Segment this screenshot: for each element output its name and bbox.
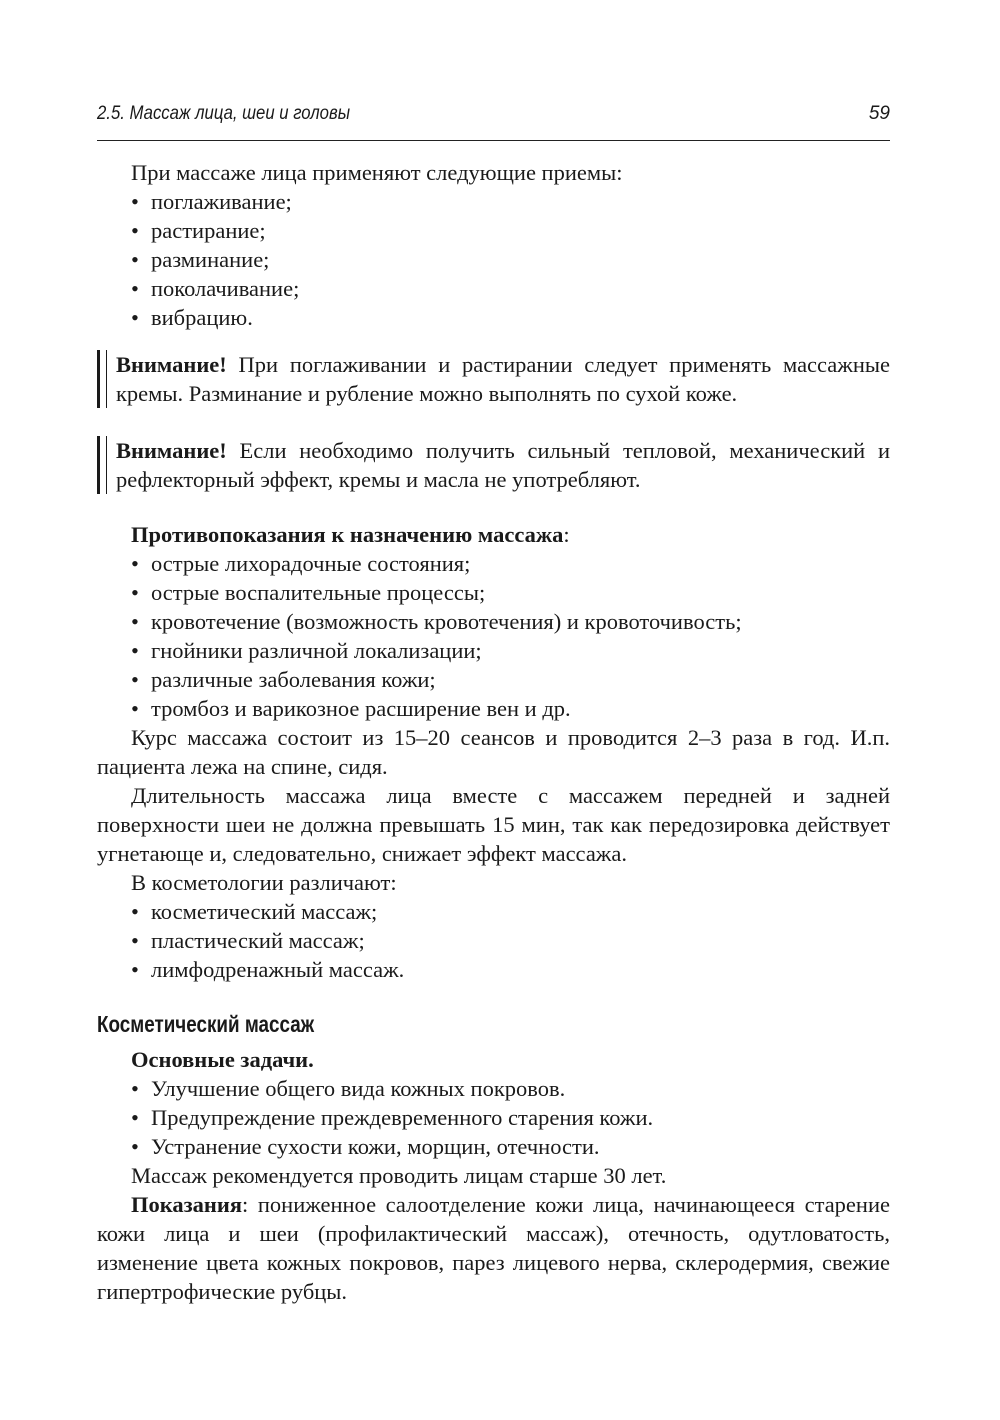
bullet-icon: • (131, 899, 139, 924)
intro-paragraph: При массаже лица применяют следующие приемы: (131, 160, 623, 185)
duration-paragraph: Длительность массажа лица вместе с массажем передней и задней поверхности шеи не должна превышать 15 мин, так как передозировка действует угнетающе и, следовательно, снижает эффект массажа. (97, 783, 890, 866)
running-head-title: 2.5. Массаж лица, шеи и головы (97, 103, 350, 124)
page-body (97, 158, 890, 1306)
list-item: • Предупреждение преждевременного старения кожи. (131, 1105, 654, 1130)
note-bar (97, 350, 107, 408)
bullet-icon: • (131, 609, 139, 634)
course-paragraph: Курс массажа состоит из 15–20 сеансов и проводится 2–3 раза в год. И.п. пациента лежа на спине, сидя. (97, 725, 890, 779)
note-text: Внимание! При поглаживании и растирании следует применять массажные кремы. Разминание и рубление можно выполнять по сухой коже. (116, 352, 890, 406)
list-item: • косметический массаж; (131, 899, 378, 924)
bullet-icon: • (131, 189, 139, 214)
bullet-icon: • (131, 551, 139, 576)
list-item: • поглаживание; (131, 189, 292, 214)
bullet-icon: • (131, 580, 139, 605)
bullet-icon: • (131, 667, 139, 692)
bullet-icon: • (131, 1105, 139, 1130)
indications-label: Показания (131, 1192, 243, 1217)
list-item: • растирание; (131, 218, 266, 243)
tasks-title: Основные задачи. (131, 1047, 314, 1072)
list-item: • разминание; (131, 247, 270, 272)
tasks-list (97, 1074, 890, 1161)
bullet-icon: • (131, 957, 139, 982)
note-label: Внимание! (116, 438, 227, 463)
list-item: • пластический массаж; (131, 928, 365, 953)
contraindications-title: Противопоказания к назначению массажа: (131, 522, 570, 547)
list-item: • Улучшение общего вида кожных покровов. (131, 1076, 566, 1101)
indications-paragraph: Показания: пониженное салоотделение кожи лица, начинающееся старение кожи лица и шеи (профилактический массаж), отечность, одутловатость, изменение цвета кожных покровов, парез лицевого нерва, склеродермия, свежие гипертрофические рубцы. (97, 1192, 890, 1304)
bullet-icon: • (131, 638, 139, 663)
note-text: Внимание! Если необходимо получить сильный тепловой, механический и рефлекторный эффект, кремы и масла не употребляют. (116, 438, 890, 492)
cosmetology-paragraph: В косметологии различают: (131, 870, 397, 895)
note-bar (97, 436, 107, 494)
list-item: • кровотечение (возможность кровотечения) и кровоточивость; (131, 609, 742, 634)
bullet-icon: • (131, 1076, 139, 1101)
list-item: • тромбоз и варикозное расширение вен и др. (131, 696, 571, 721)
list-item: • гнойники различной локализации; (131, 638, 482, 663)
page-number: 59 (868, 103, 890, 124)
page-header (97, 100, 890, 141)
bullet-icon: • (131, 1134, 139, 1159)
list-item: • различные заболевания кожи; (131, 667, 436, 692)
bullet-icon: • (131, 247, 139, 272)
bullet-icon: • (131, 696, 139, 721)
attention-note-2 (97, 436, 890, 494)
techniques-list (97, 187, 890, 332)
bullet-icon: • (131, 276, 139, 301)
age-paragraph: Массаж рекомендуется проводить лицам старше 30 лет. (131, 1163, 667, 1188)
section-heading: Косметический массаж (97, 1011, 315, 1037)
list-item: • острые лихорадочные состояния; (131, 551, 471, 576)
bullet-icon: • (131, 218, 139, 243)
attention-note-1 (97, 350, 890, 408)
bullet-icon: • (131, 928, 139, 953)
bullet-icon: • (131, 305, 139, 330)
list-item: • поколачивание; (131, 276, 300, 301)
list-item: • острые воспалительные процессы; (131, 580, 486, 605)
list-item: • вибрацию. (131, 305, 253, 330)
contraindications-list (97, 549, 890, 723)
note-label: Внимание! (116, 352, 227, 377)
list-item: • Устранение сухости кожи, морщин, отечности. (131, 1134, 600, 1159)
list-item: • лимфодренажный массаж. (131, 957, 405, 982)
massage-types-list (97, 897, 890, 984)
